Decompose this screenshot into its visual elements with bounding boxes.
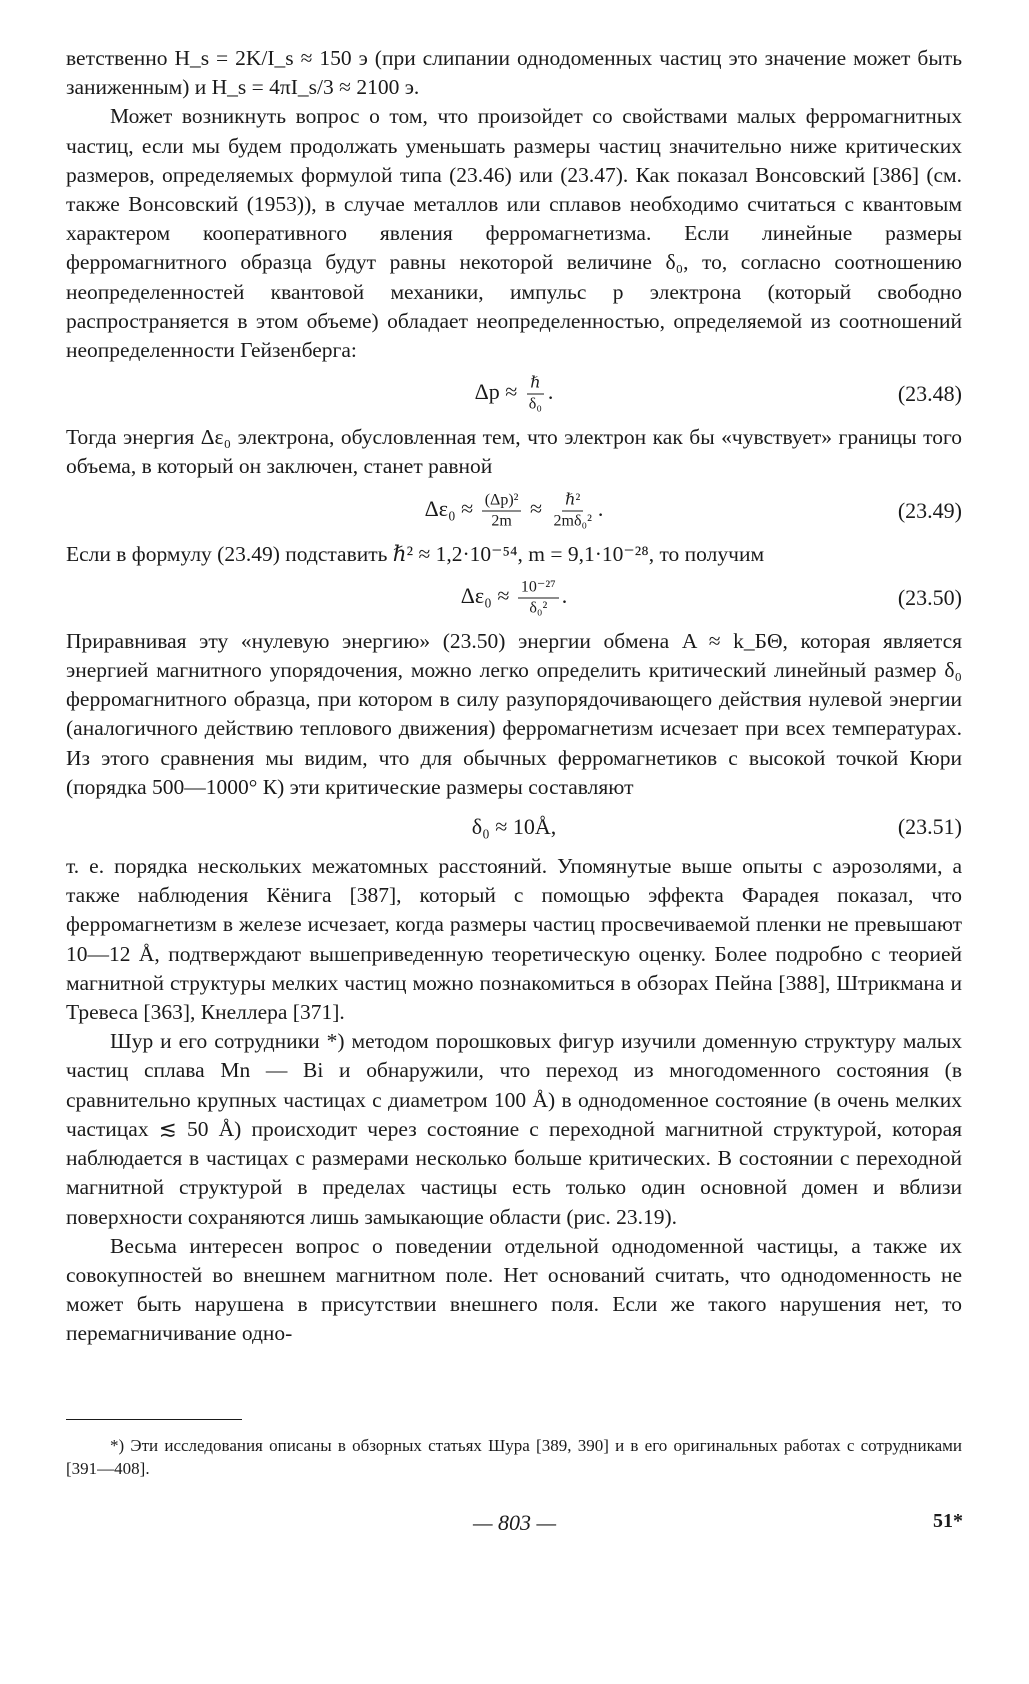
- eq49-fraction-2: [551, 491, 595, 530]
- eq50-lhs: Δε₀ ≈: [460, 582, 510, 608]
- eq49-label: (23.49): [897, 497, 962, 523]
- eq51-body: δ₀ ≈ 10Å,: [471, 814, 557, 840]
- eq50-tail: .: [561, 582, 568, 608]
- equation-23-50: [66, 569, 962, 627]
- eq51-label: (23.51): [897, 814, 962, 840]
- eq48-denominator: δ₀: [528, 395, 542, 413]
- eq50-label: (23.50): [897, 584, 962, 610]
- paragraph-3: Тогда энергия Δε₀ электрона, обусловленная тем, что электрон как бы «чувствует» границы того объема, в который он заключен, станет равной: [66, 425, 962, 479]
- paragraph-8: Весьма интересен вопрос о поведении отдельной однодоменной частицы, а также их совокупностей во внешнем магнитном поле. Нет оснований считать, что однодоменность не может быть нарушена в присутствии внешнего поля. Если же такого нарушения нет, то перемагничивание одно-: [66, 1233, 962, 1346]
- eq49-numerator-1: (Δp)²: [482, 491, 522, 511]
- paragraph-1: ветственно H_s = 2K/I_s ≈ 150 э (при слипании однодоменных частиц это значение может быть заниженным) и H_s = 4πI_s/3 ≈ 2100 э.: [66, 46, 962, 100]
- main-text: [66, 44, 962, 1349]
- paragraph-5: Приравнивая эту «нулевую энергию» (23.50) энергии обмена A ≈ k_БΘ, которая является энергией магнитного упорядочения, можно легко определить критический линейный размер δ₀ ферромагнитного образца, при котором в силу разупорядочивающего действия нулевой энергии (аналогичного действию теплового движения) ферромагнетизм исчезает при всех температурах. Из этого сравнения мы видим, что для обычных ферромагнетиков с высокой точкой Кюри (порядка 500—1000° К) эти критические размеры составляют: [66, 628, 962, 799]
- paragraph-7: Шур и его сотрудники *) методом порошковых фигур изучили доменную структуру малых частиц сплава Mn — Bi и обнаружили, что переход из многодоменного состояния (в сравнительно крупных частицах с диаметром 100 Å) в однодоменное состояние (в очень мелких частицах ≲ 50 Å) происходит через состояние с переходной магнитной структурой, которая наблюдается в частицах с размерами несколько больше критических. В состоянии с переходной магнитной структурой в пределах частицы есть только один основной домен и вблизи поверхности сохраняются лишь замыкающие области (рис. 23.19).: [66, 1029, 962, 1229]
- eq49-fraction-1: [482, 491, 522, 530]
- paragraph-6: т. е. порядка нескольких межатомных расстояний. Упомянутые выше опыты с аэрозолями, а также наблюдения Кёнига [387], который с помощью эффекта Фарадея показал, что ферромагнетизм в железе исчезает, когда размеры частиц просвечиваемой пленки не превышают 10—12 Å, подтверждают вышеприведенную теоретическую оценку. Более подробно с теорией магнитной структуры мелких частиц можно познакомиться в обзорах Пейна [388], Штрикмана и Тревеса [363], Кнеллера [371].: [66, 854, 962, 1025]
- signature-mark: 51*: [933, 1510, 963, 1532]
- paragraph-2: Может возникнуть вопрос о том, что произойдет со свойствами малых ферромагнитных частиц, если мы будем продолжать уменьшать размеры частиц значительно ниже критических размеров, определяемых формулой типа (23.46) или (23.47). Как показал Вонсовский [386] (см. также Вонсовский (1953)), в случае металлов или сплавов необходимо считаться с квантовым характером кооперативного явления ферромагнетизма. Если линейные размеры ферромагнитного образца будут равны некоторой величине δ₀, то, согласно соотношению неопределенностей квантовой механики, импульс p электрона (который свободно распространяется в этом объеме) обладает неопределенностью, определяемой из соотношений неопределенности Гейзенберга:: [66, 104, 962, 363]
- eq49-numerator-2: ℏ²: [562, 491, 583, 511]
- equation-23-49: [66, 482, 962, 540]
- eq49-mid: ≈: [529, 495, 543, 521]
- eq50-fraction: [518, 578, 559, 617]
- eq50-numerator: 10⁻²⁷: [518, 578, 559, 598]
- paragraph-4: Если в формулу (23.49) подставить ℏ² ≈ 1,2·10⁻⁵⁴, m = 9,1·10⁻²⁸, то получим: [66, 541, 765, 566]
- equation-23-51: [66, 802, 962, 852]
- eq48-numerator: ℏ: [527, 375, 543, 395]
- eq49-lhs: Δε₀ ≈: [424, 495, 474, 521]
- eq49-tail: .: [597, 495, 604, 521]
- eq48-label: (23.48): [897, 381, 962, 407]
- eq49-denominator-2: 2mδ₀²: [553, 512, 592, 530]
- eq49-denominator-1: 2m: [491, 512, 512, 530]
- equation-23-48: [66, 365, 962, 423]
- eq50-denominator: δ₀²: [529, 599, 548, 617]
- eq48-fraction: [526, 375, 545, 414]
- footnote: *) Эти исследования описаны в обзорных статьях Шура [389, 390] и в его оригинальных работах с сотрудниками [391—408].: [66, 1436, 962, 1478]
- eq48-lhs: Δp ≈: [474, 379, 518, 405]
- page-number: — 803 —: [472, 1510, 557, 1535]
- footnote-rule: [66, 1419, 242, 1420]
- eq48-tail: .: [547, 379, 554, 405]
